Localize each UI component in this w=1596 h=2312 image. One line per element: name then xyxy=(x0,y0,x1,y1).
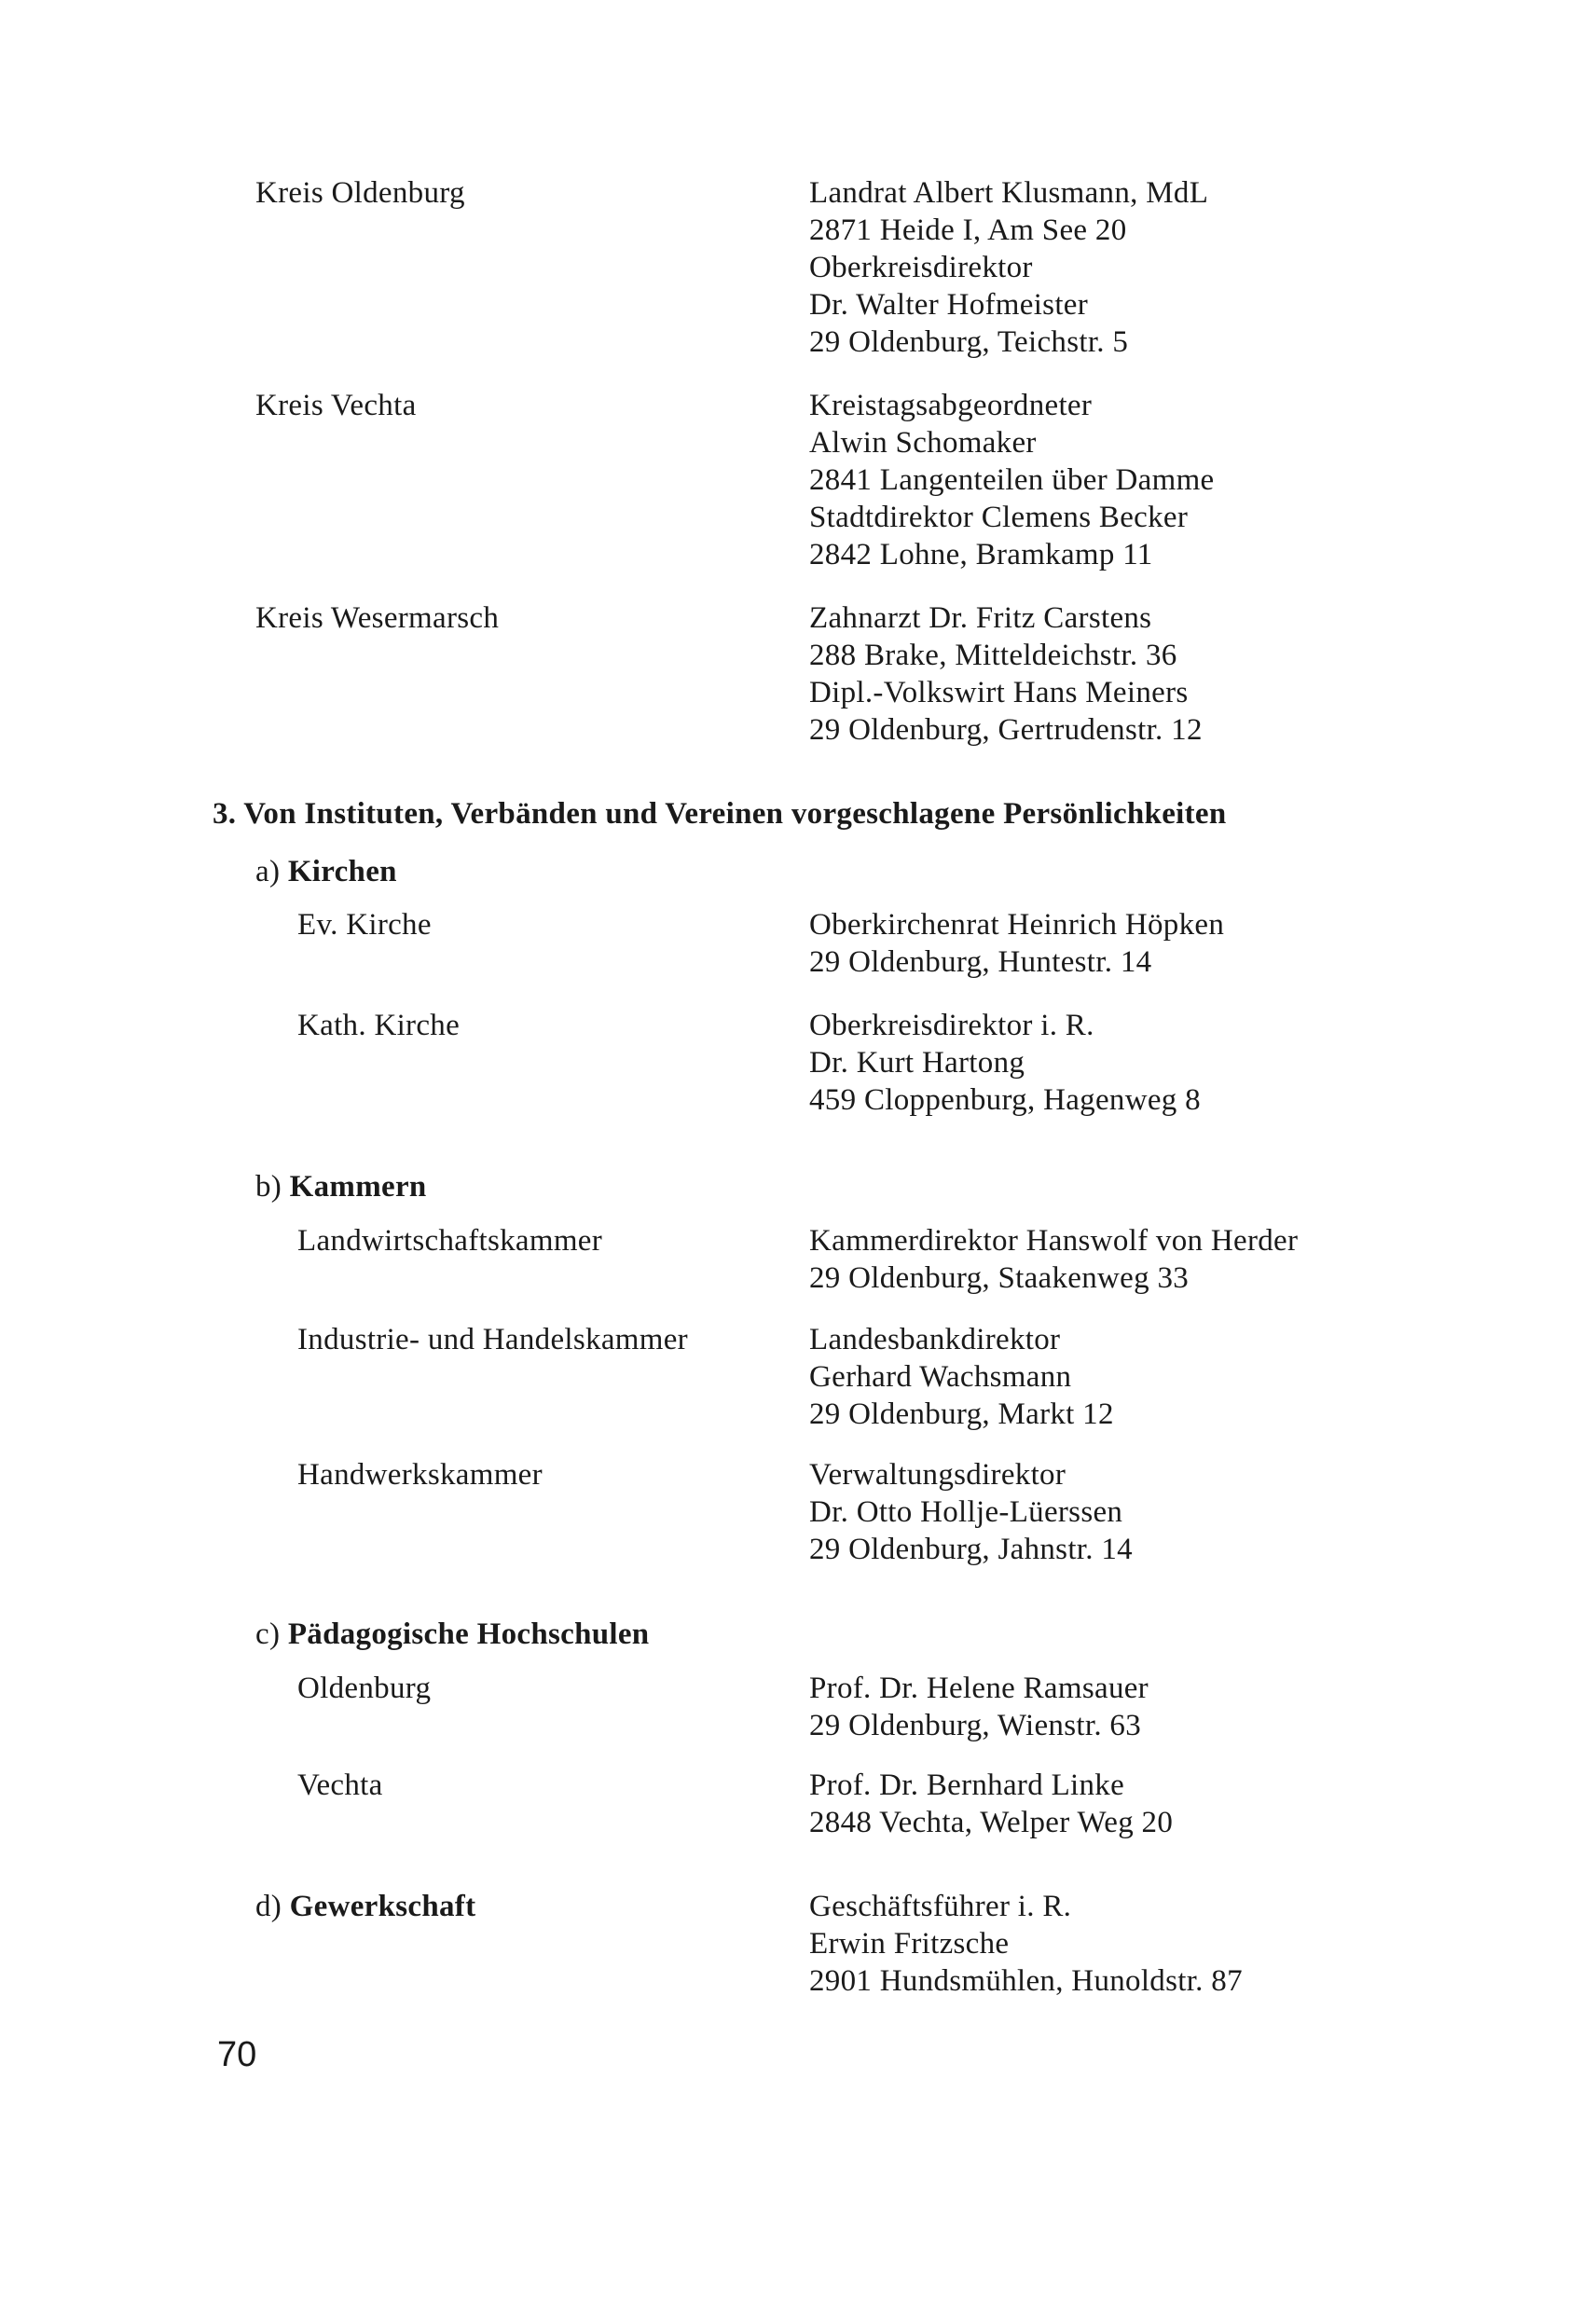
address-block xyxy=(809,174,1208,361)
address-line: 29 Oldenburg, Jahnstr. 14 xyxy=(809,1533,1133,1566)
subsection-title: Kirchen xyxy=(287,855,397,888)
address-line: Kreistagsabgeordneter xyxy=(809,389,1093,422)
address-block xyxy=(809,906,1224,981)
address-line: 29 Oldenburg, Staakenweg 33 xyxy=(809,1261,1190,1295)
subsection-heading xyxy=(255,1888,475,1925)
address-block xyxy=(809,599,1203,749)
address-block xyxy=(809,1456,1133,1568)
address-line: Landesbankdirektor xyxy=(809,1323,1061,1356)
subsection-title: Gewerkschaft xyxy=(289,1890,476,1923)
address-line: 2871 Heide I, Am See 20 xyxy=(809,213,1127,247)
address-line: Kammerdirektor Hanswolf von Herder xyxy=(809,1224,1299,1258)
address-line: 29 Oldenburg, Markt 12 xyxy=(809,1397,1114,1431)
subsection-heading xyxy=(255,1168,427,1205)
address-block xyxy=(809,1321,1114,1433)
entry-label: Vechta xyxy=(297,1768,383,1802)
address-line: Oberkreisdirektor xyxy=(809,251,1033,284)
address-line: Oberkreisdirektor i. R. xyxy=(809,1009,1094,1042)
address-line: Oberkirchenrat Heinrich Höpken xyxy=(809,908,1225,942)
address-line: Gerhard Wachsmann xyxy=(809,1360,1072,1394)
district-label: Kreis Wesermarsch xyxy=(255,601,500,635)
address-block xyxy=(809,1222,1298,1297)
address-line: 29 Oldenburg, Teichstr. 5 xyxy=(809,325,1129,359)
entry-label: Landwirtschaftskammer xyxy=(297,1224,603,1258)
subsection-marker: a) xyxy=(255,855,281,888)
address-line: 288 Brake, Mitteldeichstr. 36 xyxy=(809,639,1177,672)
address-block xyxy=(809,1888,1243,2000)
address-line: 29 Oldenburg, Wienstr. 63 xyxy=(809,1709,1142,1742)
address-line: 29 Oldenburg, Gertrudenstr. 12 xyxy=(809,713,1203,747)
address-block xyxy=(809,387,1215,573)
address-line: 2848 Vechta, Welper Weg 20 xyxy=(809,1806,1174,1839)
entry-label: Handwerkskammer xyxy=(297,1458,543,1492)
address-line: Prof. Dr. Bernhard Linke xyxy=(809,1768,1125,1802)
address-line: Geschäftsführer i. R. xyxy=(809,1890,1072,1923)
address-line: Dipl.-Volkswirt Hans Meiners xyxy=(809,676,1189,709)
subsection-marker: d) xyxy=(255,1890,282,1923)
address-line: 2901 Hundsmühlen, Hunoldstr. 87 xyxy=(809,1964,1243,1998)
address-block xyxy=(809,1670,1149,1744)
address-block xyxy=(809,1007,1201,1119)
subsection-heading xyxy=(255,853,397,890)
address-line: 2841 Langenteilen über Damme xyxy=(809,463,1215,497)
entry-label: Industrie- und Handelskammer xyxy=(297,1323,688,1356)
address-line: Prof. Dr. Helene Ramsauer xyxy=(809,1672,1149,1705)
entry-label: Kath. Kirche xyxy=(297,1009,461,1042)
address-line: Erwin Fritzsche xyxy=(809,1927,1010,1961)
district-label: Kreis Oldenburg xyxy=(255,176,465,210)
subsection-marker: c) xyxy=(255,1617,281,1651)
address-line: Dr. Walter Hofmeister xyxy=(809,288,1089,322)
subsection-title: Kammern xyxy=(289,1170,427,1204)
address-line: Dr. Kurt Hartong xyxy=(809,1046,1025,1080)
address-line: Zahnarzt Dr. Fritz Carstens xyxy=(809,601,1152,635)
section-heading: 3. Von Instituten, Verbänden und Vereinen vorgeschlagene Persönlichkeiten xyxy=(213,797,1227,831)
address-block xyxy=(809,1767,1173,1841)
subsection-heading xyxy=(255,1616,649,1653)
entry-label: Ev. Kirche xyxy=(297,908,432,942)
address-line: Alwin Schomaker xyxy=(809,426,1037,460)
address-line: Verwaltungsdirektor xyxy=(809,1458,1066,1492)
entry-label: Oldenburg xyxy=(297,1672,432,1705)
address-line: Stadtdirektor Clemens Becker xyxy=(809,501,1189,534)
address-line: 2842 Lohne, Bramkamp 11 xyxy=(809,538,1153,571)
subsection-marker: b) xyxy=(255,1170,282,1204)
address-line: Landrat Albert Klusmann, MdL xyxy=(809,176,1209,210)
address-line: 459 Cloppenburg, Hagenweg 8 xyxy=(809,1083,1201,1117)
address-line: 29 Oldenburg, Huntestr. 14 xyxy=(809,945,1152,979)
subsection-title: Pädagogische Hochschulen xyxy=(287,1617,650,1651)
address-line: Dr. Otto Hollje-Lüerssen xyxy=(809,1495,1123,1529)
district-label: Kreis Vechta xyxy=(255,389,417,422)
page-number: 70 xyxy=(217,2035,257,2074)
